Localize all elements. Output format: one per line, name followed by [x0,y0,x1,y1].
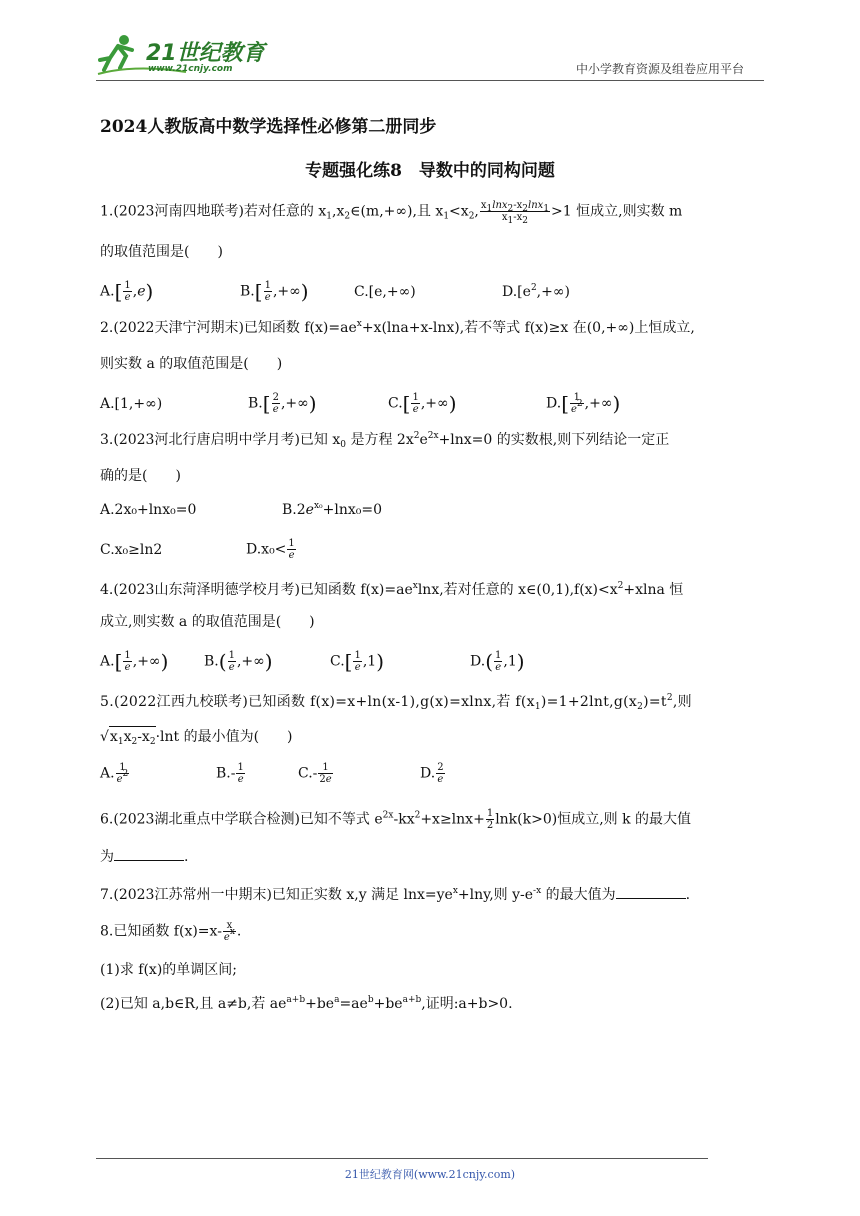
q4-option-a[interactable]: A.[ $\frac{1}{e}$ ,+∞) [100,649,169,674]
q1-option-c[interactable]: C.[e,+∞) [354,284,416,300]
q4-source: 4.(2023山东菏泽明德学校月考) [100,582,300,598]
q2-source: 2.(2022天津宁河期末) [100,320,244,336]
q2-option-d[interactable]: D.[ $\frac{1}{e^2}$ ,+∞) [546,391,621,416]
question-7: 7.(2023江苏常州一中期末)已知正实数 x,y 满足 $\ln x=ye^x+\ln y$,则 $y-e^{-x}$ 的最大值为 . [100,886,691,903]
q7-source: 7.(2023江苏常州一中期末) [100,887,272,903]
q3-source: 3.(2023河北行唐启明中学月考) [100,432,300,448]
q1-option-a[interactable]: A.[ $\frac{1}{e}$ ,e) [100,279,154,304]
q5-option-a[interactable]: A. $\frac{1}{e^2}$ [100,762,129,785]
q7-answer-blank[interactable] [616,884,686,899]
q3-option-c[interactable]: C.x₀≥ln2 [100,542,163,558]
q4-option-d[interactable]: D.( $\frac{1}{e}$ ,1) [470,649,525,674]
q5-option-d[interactable]: D. $\frac{2}{e}$ [420,762,444,785]
q8-part-2: (2)已知 a,b∈R,且 a≠b,若 $ae^{a+b}+be^a=ae^b+be^{a+b}$,证明:a+b>0. [100,995,513,1012]
q3-option-a[interactable]: A.2x₀+lnx₀=0 [100,502,197,518]
question-6-cont: 为 . [100,846,188,867]
q6-source: 6.(2023湖北重点中学联合检测) [100,811,300,828]
question-1-cont: 的取值范围是( ) [100,244,223,260]
logo-text: 21世纪教育 [146,41,265,66]
q8-part-1: (1)求 f(x)的单调区间; [100,962,237,978]
section-title: 专题强化练8 导数中的同构问题 [305,161,555,181]
question-2: 2.(2022天津宁河期末)已知函数 $f(x)=ae^x+x(\ln a+x-\ln x)$,若不等式 f(x)≥x 在(0,+∞)上恒成立, [100,319,695,336]
header-divider [96,80,764,81]
question-5: 5.(2022江西九校联考)已知函数 f(x)=x+ln(x-1),g(x)=xlnx,若 $f(x_1)=1+2\ln t,g(x_2)=t^2$,则 [100,693,692,712]
question-1: 1.(2023河南四地联考)若对任意的 $x_1,x_2\in(m,+\infty)$,且 $x_1<x_2$, $\frac{x_1\ln x_2-x_2\ln x_1}{x_1-x_2}$ >1 恒成立,则实数 m [100,200,683,226]
document-title: 2024人教版高中数学选择性必修第二册同步 [100,117,437,137]
footer-link[interactable]: 21世纪教育网(www.21cnjy.com) [344,1168,516,1181]
question-4: 4.(2023山东菏泽明德学校月考)已知函数 $f(x)=ae^x\ln x$,若对任意的 $x\in(0,1),f(x)<x^2+xlna$ 恒 [100,581,684,598]
question-8: 8.已知函数 f(x)=x- $\frac{x}{e^x}$ . [100,920,242,943]
question-6: 6.(2023湖北重点中学联合检测)已知不等式 $e^{2x}-kx^2+x\ge\ln x+$ $\frac{1}{2}$ lnk(k>0)恒成立,则 k 的最大值 [100,808,692,831]
q4-option-c[interactable]: C.[ $\frac{1}{e}$ ,1) [330,649,385,674]
q1-source: 1.(2023河南四地联考) [100,203,244,220]
q1-option-d[interactable]: $D.[e^2,+\infty)$ [502,283,570,300]
question-3: 3.(2023河北行唐启明中学月考)已知 $x_0$ 是方程 $2x^2e^{2x}+\ln x=0$ 的实数根,则下列结论一定正 [100,431,670,450]
q3-option-b[interactable]: $B.2e^{x_0}+\ln x_0=0$ [282,501,383,518]
q5-option-c[interactable]: C.- $\frac{1}{2e}$ [298,762,332,785]
q2-option-b[interactable]: B.[ $\frac{2}{e}$ ,+∞) [248,391,317,416]
q4-option-b[interactable]: B.( $\frac{1}{e}$ ,+∞) [204,649,273,674]
q1-option-b[interactable]: B.[ $\frac{1}{e}$ ,+∞) [240,279,309,304]
logo [96,28,266,80]
q2-option-c[interactable]: C.[ $\frac{1}{e}$ ,+∞) [388,391,457,416]
question-3-cont: 确的是( ) [100,468,181,484]
footer-divider [96,1158,708,1159]
header-platform-text: 中小学教育资源及组卷应用平台 [576,62,745,76]
question-5-cont: $√x_1x_2-x_2\cdot\ln t$ 的最小值为( ) [100,726,293,747]
question-4-cont: 成立,则实数 a 的取值范围是( ) [100,614,315,630]
q6-answer-blank[interactable] [114,846,184,861]
q3-option-d[interactable]: D.x₀< $\frac{1}{e}$ [246,538,295,561]
q5-source: 5.(2022江西九校联考) [100,694,249,710]
q5-option-b[interactable]: B.- $\frac{1}{e}$ [216,762,244,785]
question-2-cont: 则实数 a 的取值范围是( ) [100,356,283,372]
q2-option-a[interactable]: A.[1,+∞) [100,396,163,412]
logo-url: www.21cnjy.com [148,64,233,74]
